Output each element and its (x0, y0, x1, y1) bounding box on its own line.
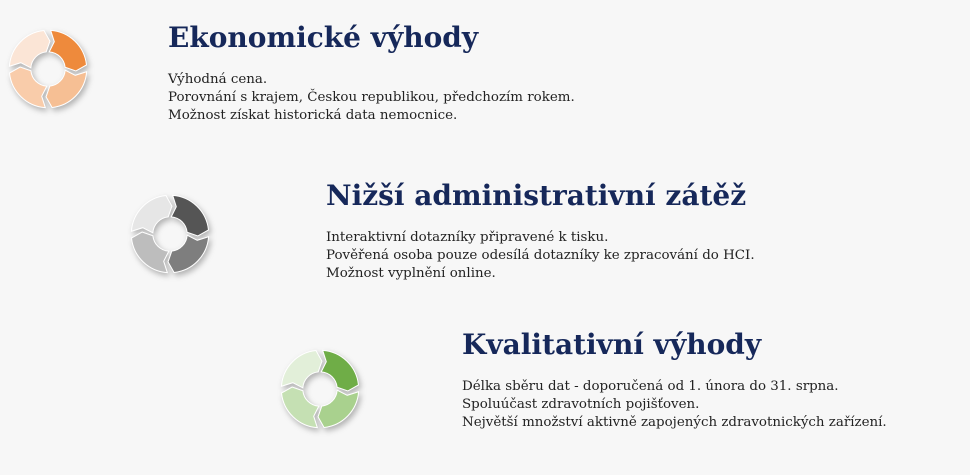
section-line: Největší množství aktivně zapojených zdravotnických zařízení. (462, 415, 887, 430)
cycle-icon (127, 191, 213, 277)
cycle-segment (168, 235, 209, 272)
section-line: Spoluúčast zdravotních pojišťoven. (462, 397, 700, 412)
cycle-segment (49, 30, 86, 71)
section-line: Interaktivní dotazníky připravené k tisku. (326, 230, 609, 245)
section-line: Možnost vyplnění online. (326, 266, 496, 281)
section-administrative (326, 179, 755, 283)
section-text (168, 71, 575, 125)
cycle-segment (132, 232, 169, 273)
section-line: Délka sběru dat - doporučená od 1. února do 31. srpna. (462, 379, 839, 394)
section-text (326, 229, 755, 283)
cycle-icon-economic (5, 26, 91, 112)
cycle-segment (10, 67, 47, 108)
cycle-segment (321, 350, 358, 391)
cycle-segment (318, 390, 359, 427)
cycle-segment (171, 195, 208, 236)
cycle-segment (281, 351, 322, 388)
cycle-segment (9, 31, 50, 68)
cycle-icon (277, 346, 363, 432)
section-line: Pověřená osoba pouze odesílá dotazníky ke zpracování do HCI. (326, 248, 755, 263)
section-title: Ekonomické výhody (168, 21, 479, 54)
section-line: Možnost získat historická data nemocnice. (168, 108, 458, 123)
cycle-icon-qualitative (277, 346, 363, 432)
cycle-segment (131, 196, 172, 233)
section-line: Výhodná cena. (168, 72, 268, 87)
section-line: Porovnání s krajem, Českou republikou, předchozím rokem. (168, 90, 575, 105)
cycle-segment (46, 70, 87, 107)
cycle-icon-administrative (127, 191, 213, 277)
section-qualitative (462, 328, 887, 432)
cycle-segment (282, 387, 319, 428)
cycle-icon (5, 26, 91, 112)
section-title: Kvalitativní výhody (462, 328, 762, 361)
section-text (462, 378, 887, 432)
section-economic (168, 21, 575, 125)
section-title: Nižší administrativní zátěž (326, 179, 747, 212)
